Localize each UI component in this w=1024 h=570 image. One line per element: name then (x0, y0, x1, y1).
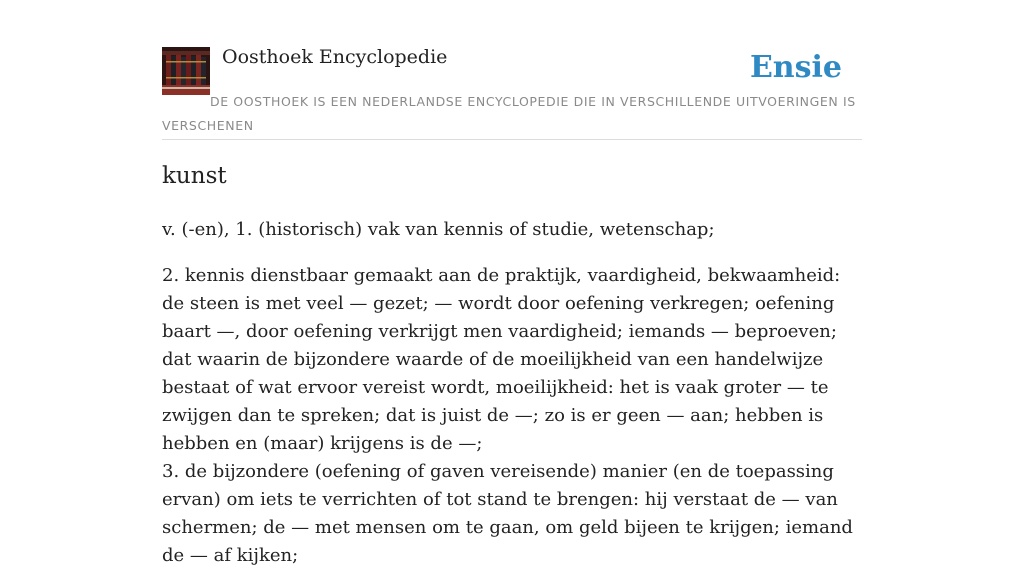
brand-logo-text[interactable]: Ensie (749, 50, 842, 85)
definition-2: 2. kennis dienstbaar gemaakt aan de praktijk, vaardigheid, bekwaamheid: de steen is met veel — gezet; — wordt door oefening verkregen; oefening baart —, door oefening verkrijgt men vaardigheid; iemands — beproeven; dat waarin de bijzondere waarde of de moeilijkheid van een handelwijze bestaat of wat ervoor vereist wordt, moeilijkheid: het is vaak groter — te zwijgen dan te spreken; dat is juist de —; zo is er geen — aan; hebben is hebben en (maar) krijgens is de —; (162, 265, 841, 454)
page (162, 0, 862, 566)
definition-block-1 (162, 216, 862, 244)
bookshelf-logo-icon[interactable] (162, 47, 210, 95)
site-title[interactable]: Oosthoek Encyclopedie (222, 46, 448, 68)
definition-block-2 (162, 262, 862, 570)
site-tagline: DE OOSTHOEK IS EEN NEDERLANDSE ENCYCLOPEDIE DIE IN VERSCHILLENDE UITVOERINGEN IS VERSCHENEN (162, 94, 856, 133)
entry-headword: kunst (162, 163, 227, 189)
bookshelf-logo-icon-graphic (162, 47, 210, 95)
site-header (162, 0, 862, 140)
definition-3: 3. de bijzondere (oefening of gaven vereisende) manier (en de toepassing ervan) om iets te verrichten of tot stand te brengen: hij verstaat de — van schermen; de — met mensen om te gaan, om geld bijeen te krijgen; iemand de — af kijken; (162, 461, 853, 566)
definition-1: v. (-en), 1. (historisch) vak van kennis of studie, wetenschap; (162, 219, 715, 240)
